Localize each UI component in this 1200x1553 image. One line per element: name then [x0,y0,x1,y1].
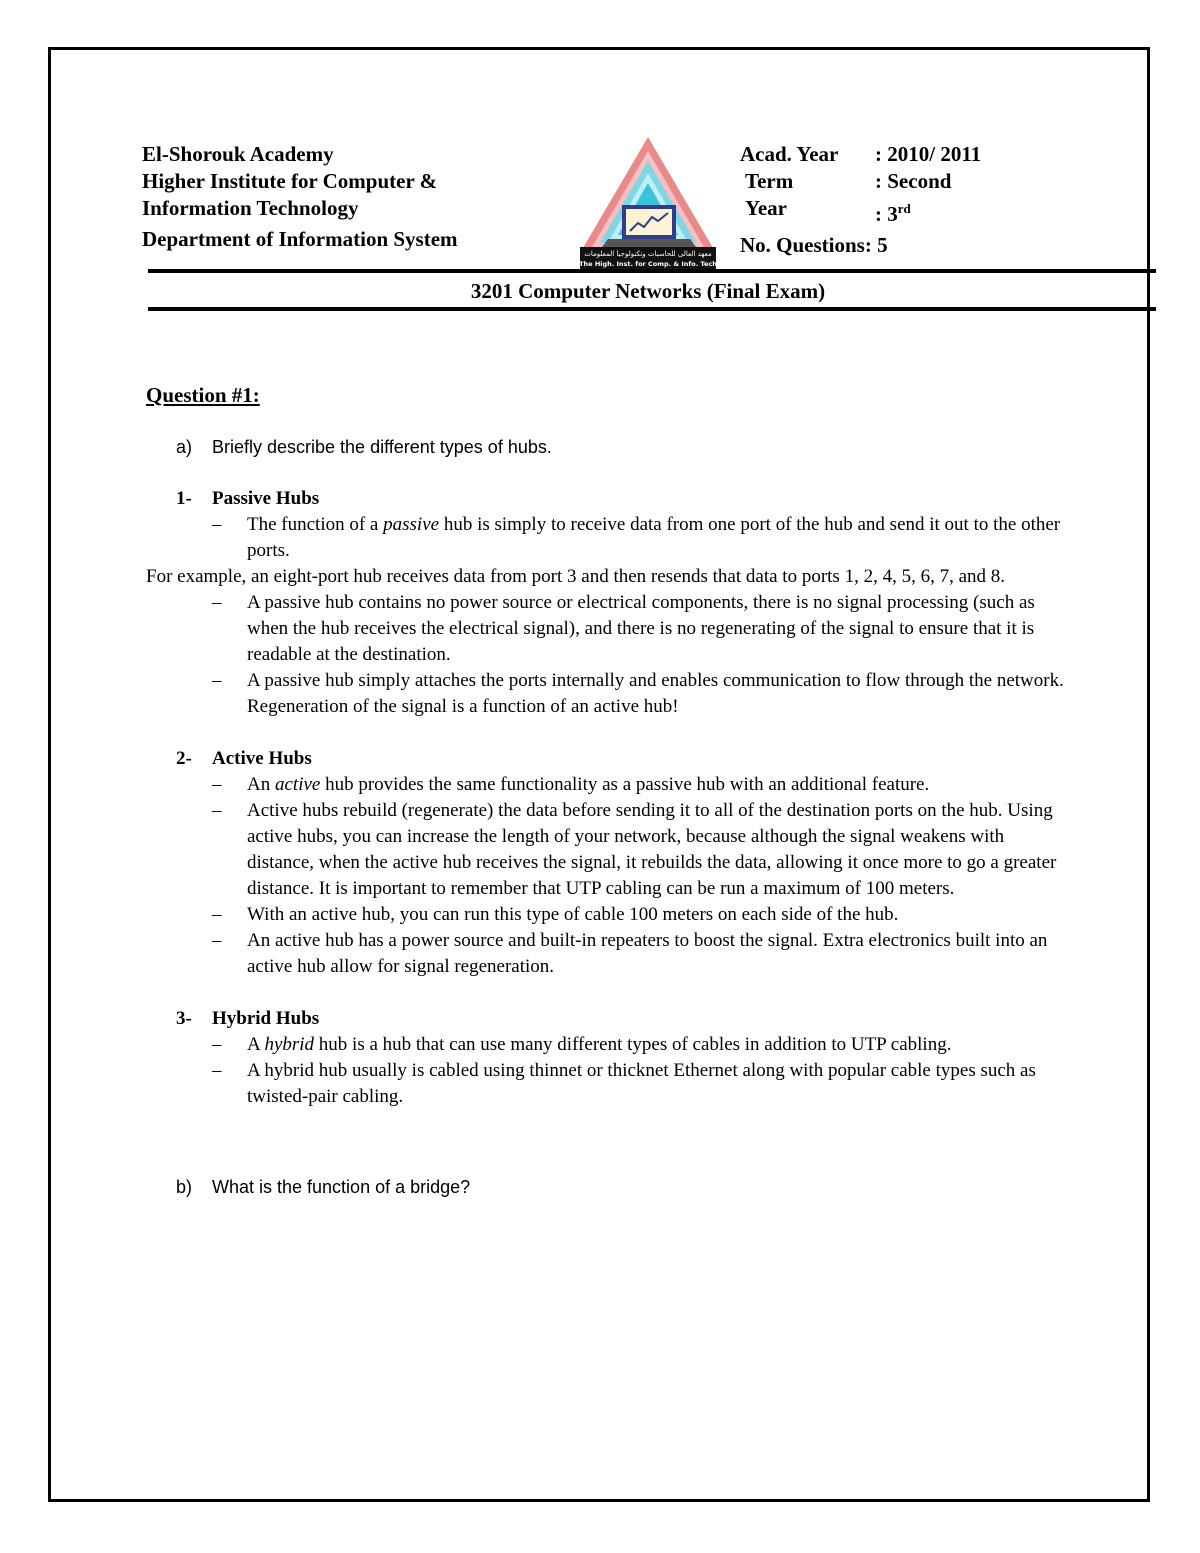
term-row [740,168,981,195]
section-number: 3- [176,1008,192,1029]
section-number: 2- [176,748,192,769]
list-item: – The function of a passive hub is simply to receive data from one port of the hub and send it out to the other ports. [212,514,1061,561]
question-heading: Question #1: [146,383,260,407]
logo-arabic-text: معهد العالى للحاسبات وتكنولوجيا المعلومات [584,250,712,258]
term-value: : Second [875,169,952,193]
section-active-hubs [146,746,1066,772]
part-a [146,434,1066,460]
institution-line: Higher Institute for Computer & [142,169,438,193]
section-title: Active Hubs [212,748,312,769]
logo-english-text: The High. Inst. for Comp. & Info. Tech [579,260,717,268]
questions-label: No. Questions [740,233,865,257]
questions-value: : 5 [864,233,888,257]
part-b-label: b) [176,1177,193,1197]
year-label: Year [745,196,787,220]
year-value: : 3 [875,202,898,226]
part-b-text: What is the function of a bridge? [212,1177,471,1197]
part-b [146,1174,1066,1200]
questions-row [740,232,981,259]
exam-info-block [740,141,981,259]
acad-year-row [740,141,981,168]
year-row [740,195,981,228]
institute-logo-icon [578,135,718,271]
institution-block [142,141,458,253]
part-a-text: Briefly describe the different types of hubs. [212,437,552,457]
section-hybrid-hubs [146,1006,1066,1032]
section-number: 1- [176,488,192,509]
section-title: Hybrid Hubs [212,1008,320,1029]
list-item: – A passive hub simply attaches the ports internally and enables communication to flow through the network. Regeneration of the signal is a function of an active hub! [212,670,1064,717]
question-body [146,382,1066,1200]
list-item: – A hybrid hub is a hub that can use many different types of cables in addition to UTP cabling. [212,1034,952,1055]
exam-title: 3201 Computer Networks (Final Exam) [470,279,826,303]
header-rule-top [148,269,1156,273]
acad-year-value: : 2010/ 2011 [875,142,982,166]
example-paragraph: For example, an eight-port hub receives data from port 3 and then resends that data to ports 1, 2, 4, 5, 6, 7, and 8. [146,566,1005,587]
institution-line: Information Technology [142,196,359,220]
section-passive-hubs [146,486,1066,512]
term-label: Term [745,169,794,193]
list-item: – An active hub provides the same functionality as a passive hub with an additional feature. [212,774,930,795]
list-item: – With an active hub, you can run this type of cable 100 meters on each side of the hub. [212,904,899,925]
year-suffix: rd [897,201,911,216]
list-item: – A passive hub contains no power source or electrical components, there is no signal processing (such as when the hub receives the electrical signal), and there is no regenerating of the signal to ensure that it is readable at the destination. [212,592,1035,665]
institution-line: El-Shorouk Academy [142,142,334,166]
acad-year-label: Acad. Year [740,142,839,166]
list-item: – An active hub has a power source and built-in repeaters to boost the signal. Extra electronics built into an active hub allow for signal regeneration. [212,930,1048,977]
department-line: Department of Information System [142,227,458,251]
header-rule-bottom [148,307,1156,311]
list-item: – A hybrid hub usually is cabled using thinnet or thicknet Ethernet along with popular cable types such as twisted-pair cabling. [212,1060,1036,1107]
list-item: – Active hubs rebuild (regenerate) the data before sending it to all of the destination ports on the hub. Using active hubs, you can increase the length of your network, because although the signal weakens with distance, when the active hub receives the signal, it rebuilds the data, allowing it once more to go a greater distance. It is important to remember that UTP cabling can be run a maximum of 100 meters. [212,800,1057,899]
part-a-label: a) [176,437,193,457]
section-title: Passive Hubs [212,488,320,509]
